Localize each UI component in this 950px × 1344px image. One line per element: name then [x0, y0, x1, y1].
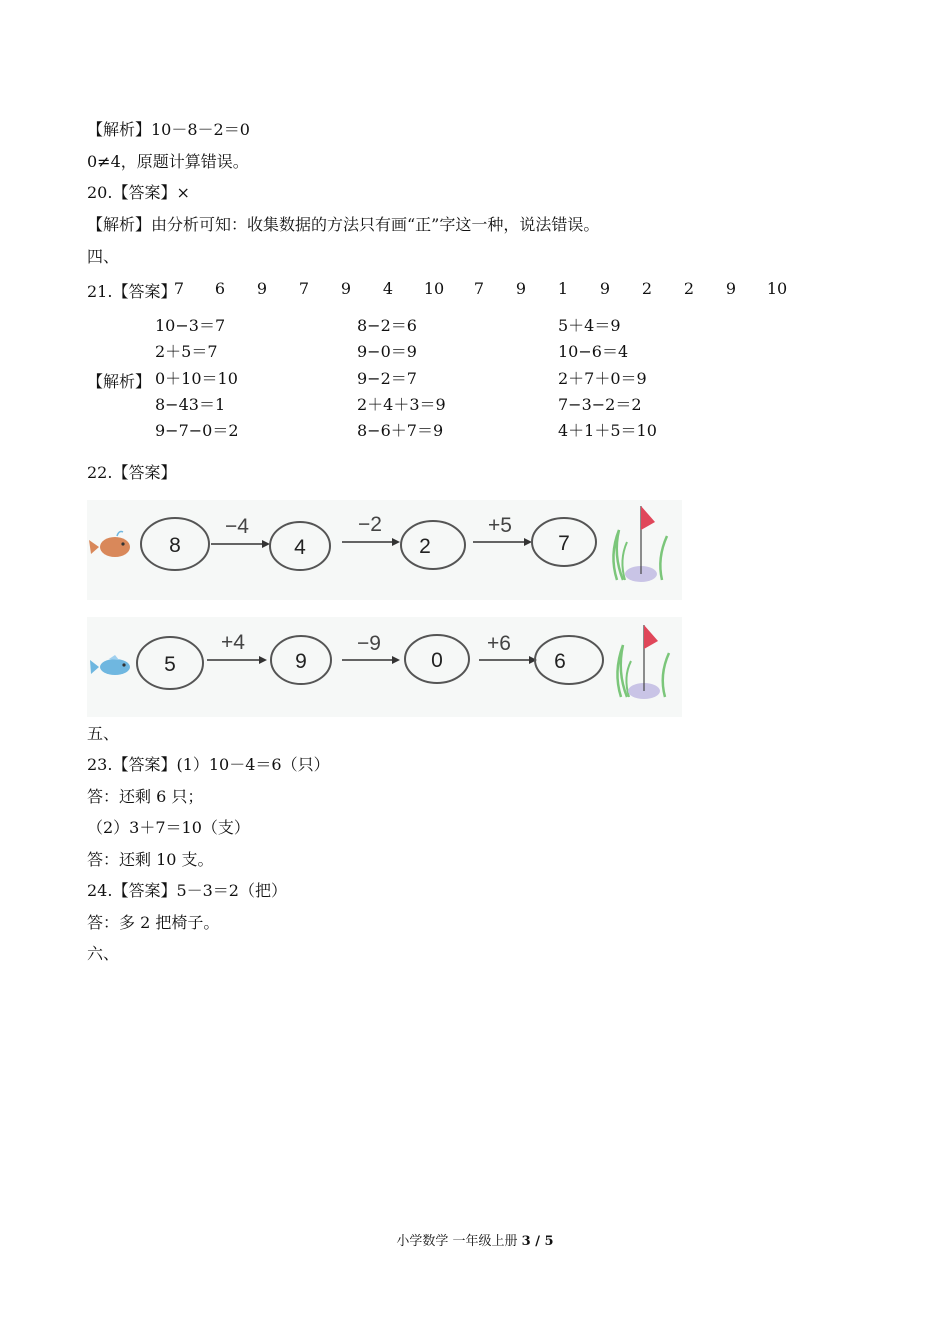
- answer-21-value: 10: [766, 279, 788, 298]
- answer-21-value: 9: [515, 279, 527, 298]
- answer-21-value: 7: [173, 279, 185, 298]
- operation-label: −4: [225, 515, 249, 538]
- analysis-19-conclusion: 0≠4，原题计算错误。: [87, 152, 249, 171]
- section-6-heading: 六、: [87, 944, 120, 963]
- footer-title: 小学数学 一年级上册: [396, 1234, 522, 1249]
- number-circle: [535, 636, 603, 684]
- answer-21-value: 2: [641, 279, 653, 298]
- equation: 9−2＝7: [357, 368, 417, 388]
- equation: 9−7−0＝2: [155, 421, 239, 441]
- number-circle-value: 7: [558, 532, 570, 555]
- equation: 10−3＝7: [155, 316, 226, 335]
- answer-22-label: 22.【答案】: [87, 463, 177, 482]
- page-separator: /: [530, 1234, 545, 1249]
- fish-icon: [90, 655, 130, 675]
- equation: 2＋4＋3＝9: [357, 394, 446, 414]
- equation: 8−43＝1: [155, 394, 226, 414]
- number-circle-value: 8: [169, 534, 181, 557]
- operation-label: +5: [488, 514, 512, 537]
- section-4-heading: 四、: [87, 247, 120, 266]
- section-5-heading: 五、: [87, 724, 120, 743]
- answer-21-value: 9: [725, 279, 737, 298]
- number-circle-value: 6: [554, 650, 566, 673]
- answer-21-value: 7: [298, 279, 310, 298]
- answer-21-value: 2: [683, 279, 695, 298]
- analysis-21-label: 【解析】: [87, 372, 152, 391]
- analysis-20: 【解析】由分析可知：收集数据的方法只有画“正”字这一种，说法错误。: [87, 215, 600, 234]
- answer-21-value: 4: [382, 279, 394, 298]
- number-circle-value: 5: [164, 653, 176, 676]
- page-number: 3: [521, 1234, 531, 1249]
- answer-21: [87, 279, 887, 301]
- number-circle-value: 0: [431, 649, 443, 672]
- answer-21-label: 21.【答案】: [87, 282, 177, 301]
- equation: 2＋7＋0＝9: [558, 368, 647, 388]
- analysis-19: 【解析】10－8－2＝0: [87, 120, 250, 139]
- answer-20: 20.【答案】×: [87, 183, 190, 202]
- operation-label: −9: [357, 632, 381, 655]
- number-circle-value: 9: [295, 650, 307, 673]
- number-circle-value: 4: [294, 536, 306, 559]
- answer-21-value: 9: [340, 279, 352, 298]
- seaweed-flag-icon: [617, 625, 669, 699]
- answer-24-reply: 答：多 2 把椅子。: [87, 913, 220, 932]
- analysis-21-column-2: [357, 315, 446, 446]
- page-total: 5: [544, 1234, 554, 1249]
- answer-21-value: 7: [473, 279, 485, 298]
- fish-chain-row-2: [87, 617, 682, 717]
- analysis-21-column-1: [155, 315, 239, 446]
- equation: 8−2＝6: [357, 316, 417, 335]
- equation: 8−6＋7＝9: [357, 421, 444, 441]
- equation: 5＋4＝9: [558, 316, 621, 335]
- answer-21-value: 6: [214, 279, 226, 298]
- operation-label: +6: [487, 632, 511, 655]
- answer-23-reply-2: 答：还剩 10 支。: [87, 850, 214, 869]
- answer-23-part-1: 23.【答案】(1）10－4＝6（只）: [87, 755, 330, 774]
- analysis-21-column-3: [558, 315, 657, 446]
- number-circle-value: 2: [419, 535, 431, 558]
- answer-21-value: 10: [423, 279, 445, 298]
- number-circle: [401, 521, 465, 569]
- equation: 2＋5＝7: [155, 342, 218, 362]
- equation: 7−3−2＝2: [558, 394, 642, 414]
- equation: 0＋10＝10: [155, 368, 238, 388]
- equation: 10−6＝4: [558, 342, 629, 362]
- operation-label: −2: [358, 513, 382, 536]
- operation-label: +4: [221, 631, 245, 654]
- seaweed-flag-icon: [613, 506, 667, 582]
- fish-chain-row-1: [87, 500, 682, 600]
- equation: 4＋1＋5＝10: [558, 421, 657, 441]
- whale-icon: [89, 532, 130, 558]
- answer-21-value: 9: [599, 279, 611, 298]
- answer-21-value: 9: [256, 279, 268, 298]
- answer-21-value: 1: [557, 279, 569, 298]
- page-footer: [0, 1230, 950, 1249]
- equation: 9−0＝9: [357, 342, 417, 362]
- answer-23-reply-1: 答：还剩 6 只；: [87, 787, 204, 806]
- answer-23-part-2: （2）3＋7＝10（支）: [87, 818, 250, 837]
- answer-24: 24.【答案】5－3＝2（把）: [87, 881, 287, 900]
